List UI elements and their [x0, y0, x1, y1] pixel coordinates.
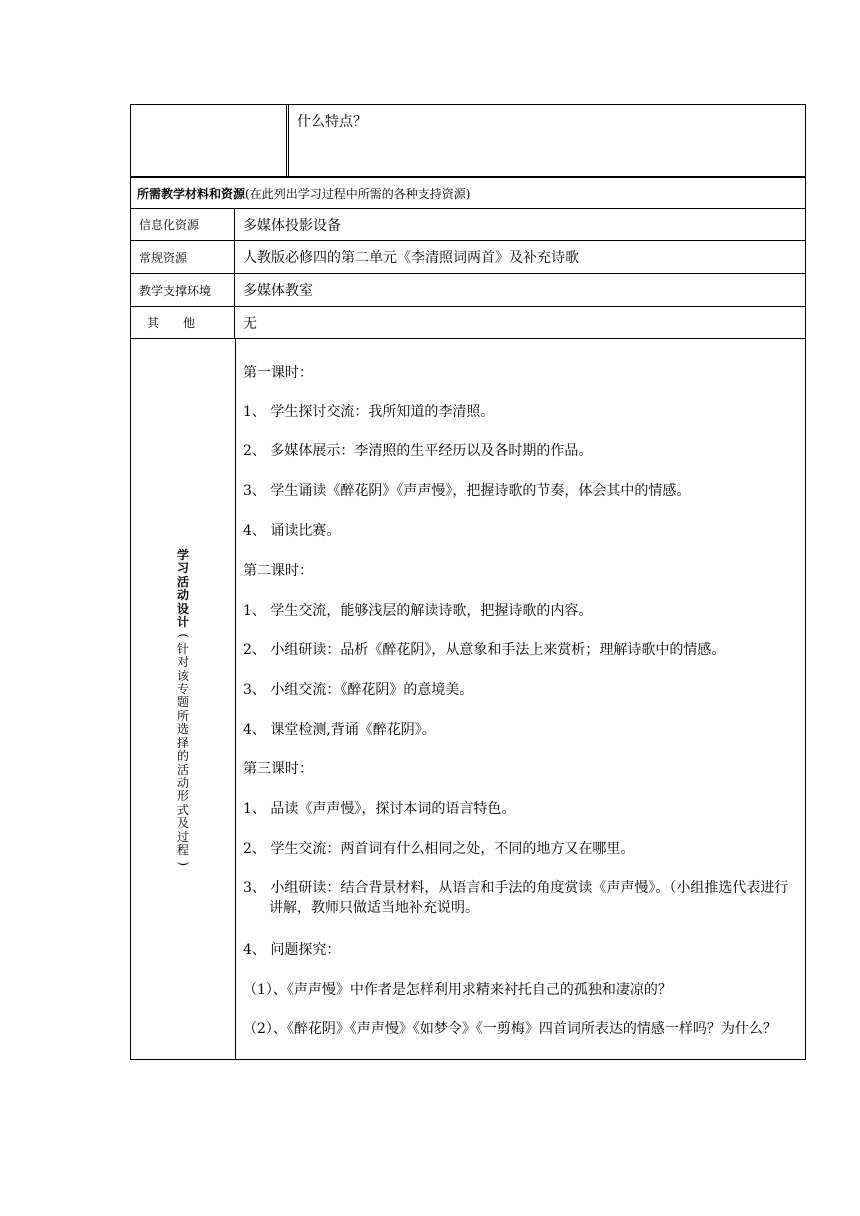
resource-value: 无 — [243, 315, 257, 332]
question-item: （1）、《声声慢》中作者是怎样利用求精来衬托自己的孤独和凄凉的？ — [243, 982, 672, 998]
activity-item: 1、 学生探讨交流：我所知道的李清照。 — [243, 404, 495, 420]
resource-value: 多媒体教室 — [243, 283, 313, 299]
activity-label-close-paren: ) — [176, 861, 191, 867]
session-heading: 第一课时： — [243, 365, 313, 381]
activity-item: 1、 学生交流，能够浅层的解读诗歌，把握诗歌的内容。 — [243, 603, 593, 619]
activity-label-open-paren: ( — [176, 633, 191, 639]
activity-item: 4、 诵读比赛。 — [243, 523, 341, 539]
resource-row-it — [130, 208, 806, 240]
resources-header-title: 所需教学材料和资源 — [137, 186, 246, 201]
resource-row-environment — [130, 273, 806, 306]
fragment-text: 什么特点？ — [297, 114, 367, 130]
question-item: （2）、《醉花阴》《声声慢》《如梦令》《一剪梅》四首词所表达的情感一样吗？为什么？ — [243, 1021, 777, 1037]
resource-row-other — [130, 306, 806, 338]
resource-label: 信息化资源 — [131, 209, 235, 240]
activity-vertical-label — [175, 549, 191, 871]
resource-label: 常规资源 — [131, 241, 235, 273]
resources-header — [130, 176, 806, 208]
activity-item: 2、 多媒体展示：李清照的生平经历以及各时期的作品。 — [243, 443, 593, 459]
activity-item: 2、 小组研读：品析《醉花阴》，从意象和手法上来赏析；理解诗歌中的情感。 — [243, 642, 726, 658]
activity-label-cell — [131, 339, 236, 1059]
activity-item: 4、 课堂检测,背诵《醉花阴》。 — [243, 722, 436, 738]
activity-item: 2、 学生交流：两首词有什么相同之处，不同的地方又在哪里。 — [243, 841, 635, 857]
activity-item: 3、 小组研读：结合背景材料，从语言和手法的角度赏读《声声慢》。（小组推选代表进行讲解，教师只做适当地补充说明。 — [243, 880, 789, 916]
resources-header-note: (在此列出学习过程中所需的各种支持资源) — [245, 186, 471, 201]
activity-item: 3、 小组交流：《醉花阴》的意境美。 — [243, 682, 474, 698]
resource-label: 教学支撑环境 — [131, 274, 235, 306]
resource-value: 多媒体投影设备 — [243, 217, 341, 234]
previous-row-fragment — [130, 104, 806, 176]
activity-label-note: 针对该专题所选择的活动形式及过程 — [176, 641, 189, 857]
activity-item: 3、 学生诵读《醉花阴》《声声慢》，把握诗歌的节奏，体会其中的情感。 — [243, 483, 691, 499]
resource-row-regular — [130, 240, 806, 273]
activity-label-title: 学习活动设计 — [176, 548, 189, 630]
cell-divider — [286, 105, 289, 176]
session-heading: 第二课时： — [243, 563, 313, 579]
activity-item: 4、 问题探究： — [243, 942, 341, 958]
resource-label: 其 他 — [131, 307, 235, 338]
resource-value: 人教版必修四的第二单元《李清照词两首》及补充诗歌 — [243, 250, 579, 266]
activity-item: 1、 品读《声声慢》，探讨本词的语言特色。 — [243, 801, 516, 817]
activity-design-row — [130, 338, 806, 1060]
session-heading: 第三课时： — [243, 761, 313, 777]
